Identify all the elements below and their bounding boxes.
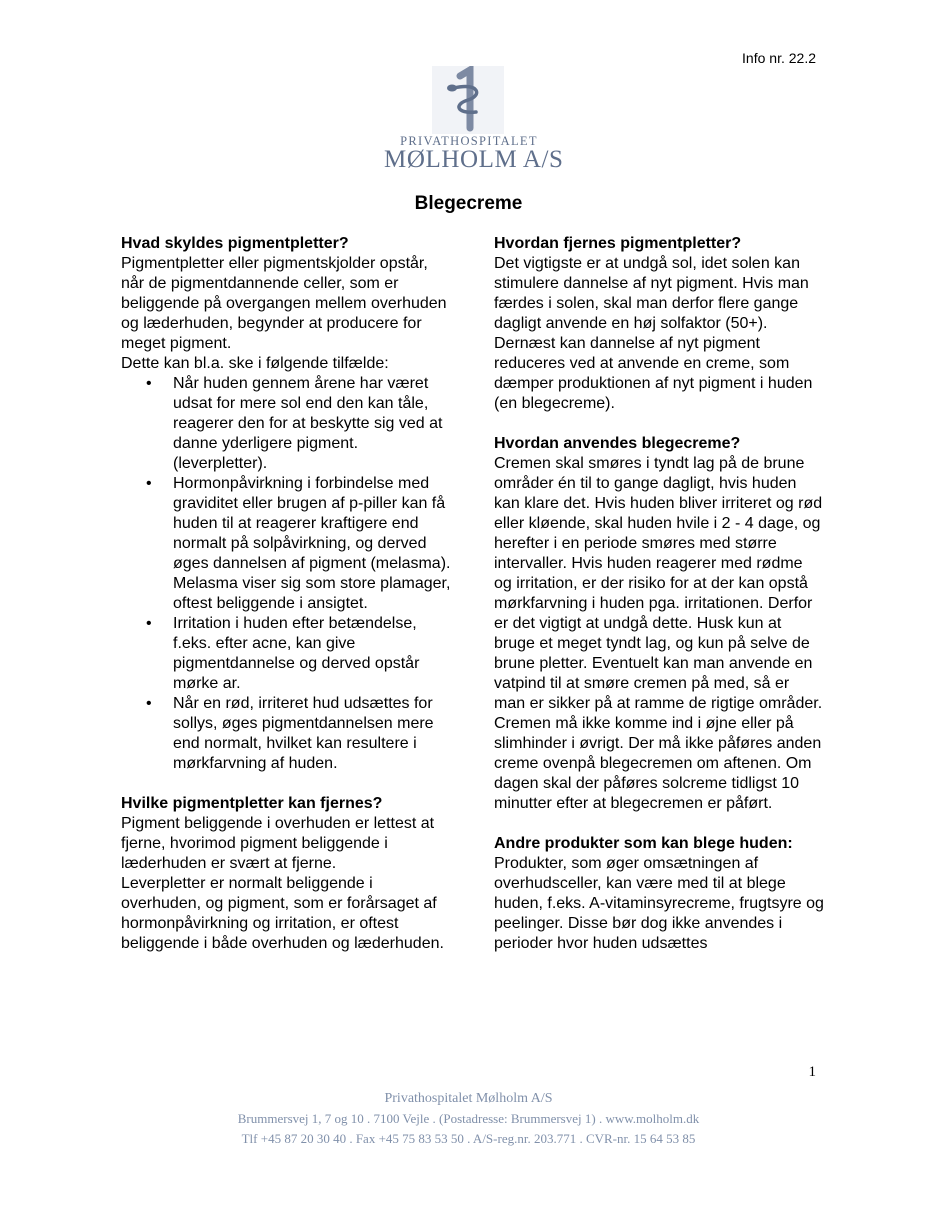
paragraph: Pigmentpletter eller pigmentskjolder opstår, når de pigmentdannende celler, som er beliggende på overgangen mellem overhuden og læderhuden, begynder at producere for meget pigment. [121,255,447,352]
list-item: • Hormonpåvirkning i forbindelse med graviditet eller brugen af p-piller kan få huden til at reagerer kraftigere end normalt på solpåvirkning, og derved øges dannelsen af pigment (melasma). Melasma viser sig som store plamager, oftest beliggende i ansigtet. [121,474,451,614]
bullet-list [121,374,451,774]
right-column [494,234,824,954]
staff-and-serpent-with-numeral-1-icon [432,66,504,134]
footer-company: Privathospitalet Mølholm A/S [384,1091,553,1106]
document-title: Blegecreme [414,193,523,214]
paragraph: Det vigtigste er at undgå sol, idet solen kan stimulere dannelse af nyt pigment. Hvis man færdes i solen, skal man derfor flere gange dagligt anvende en høj solfaktor (50+). [494,255,809,332]
section-heading: Hvilke pigmentpletter kan fjernes? [121,795,383,812]
footer-address: Brummersvej 1, 7 og 10 . 7100 Vejle . (Postadresse: Brummersvej 1) . www.molholm.dk [237,1111,700,1126]
logo-subtitle: PRIVATHOSPITALET [400,134,538,148]
paragraph: Cremen skal smøres i tyndt lag på de brune områder én til to gange dagligt, hvis huden kan klare det. Hvis huden bliver irriteret og rød eller kløende, skal huden hvile i 2 - 4 dage, og herefter i en periode smøres med større intervaller. Hvis huden reagerer med rødme og irritation, er der risiko for at der kan opstå mørkfarvning i huden pga. irritationen. Derfor er det vigtigt at undgå dette. Husk kun at bruge et meget tyndt lag, og kun på selve de brune pletter. Eventuelt kan man anvende en vatpind til at smøre cremen på med, så er man er sikker på at ramme de rigtige områder. Cremen må ikke komme ind i øjne eller på slimhinder i øvrigt. Der må ikke påføres anden creme ovenpå blegecremen om aftenen. Om dagen skal der påføres solcreme tidligst 10 minutter efter at blegecremen er påført. [494,455,823,812]
section-heading: Hvordan anvendes blegecreme? [494,435,741,452]
footer-contact: Tlf +45 87 20 30 40 . Fax +45 75 83 53 50 . A/S-reg.nr. 203.771 . CVR-nr. 15 64 53 85 [241,1131,696,1146]
section-heading: Hvordan fjernes pigmentpletter? [494,235,742,252]
paragraph: Leverpletter er normalt beliggende i overhuden, og pigment, som er forårsaget af hormonpåvirkning og irritation, er oftest beliggende i både overhuden og læderhuden. [121,875,444,952]
paragraph: Dernæst kan dannelse af nyt pigment reduceres ved at anvende en creme, som dæmper produktionen af nyt pigment i huden (en blegecreme). [494,335,813,412]
list-item: • Når huden gennem årene har været udsat for mere sol end den kan tåle, reagerer den for at beskytte sig ved at danne yderligere pigment. (leverpletter). [121,374,451,474]
paragraph: Produkter, som øger omsætningen af overhudsceller, kan være med til at blege huden, f.eks. A-vitaminsyrecreme, frugtsyre og peelinger. Disse bør dog ikke anvendes i perioder hvor huden udsættes [494,855,824,952]
list-item: • Når en rød, irriteret hud udsættes for sollys, øges pigmentdannelsen mere end normalt, hvilket kan resultere i mørkfarvning af huden. [121,694,451,774]
logo-name: MØLHOLM A/S [384,146,564,173]
section-heading: Hvad skyldes pigmentpletter? [121,235,349,252]
left-column [121,234,451,954]
info-number: Info nr. 22.2 [742,50,816,66]
section-heading: Andre produkter som kan blege huden: [494,835,793,852]
list-item: • Irritation i huden efter betændelse, f.eks. efter acne, kan give pigmentdannelse og derved opstår mørke ar. [121,614,451,694]
hospital-logo [384,66,564,174]
paragraph: Dette kan bl.a. ske i følgende tilfælde: [121,355,389,372]
footer [0,1089,937,1149]
page-number: 1 [808,1064,816,1080]
paragraph: Pigment beliggende i overhuden er lettest at fjerne, hvorimod pigment beliggende i læderhuden er svært at fjerne. [121,815,435,872]
